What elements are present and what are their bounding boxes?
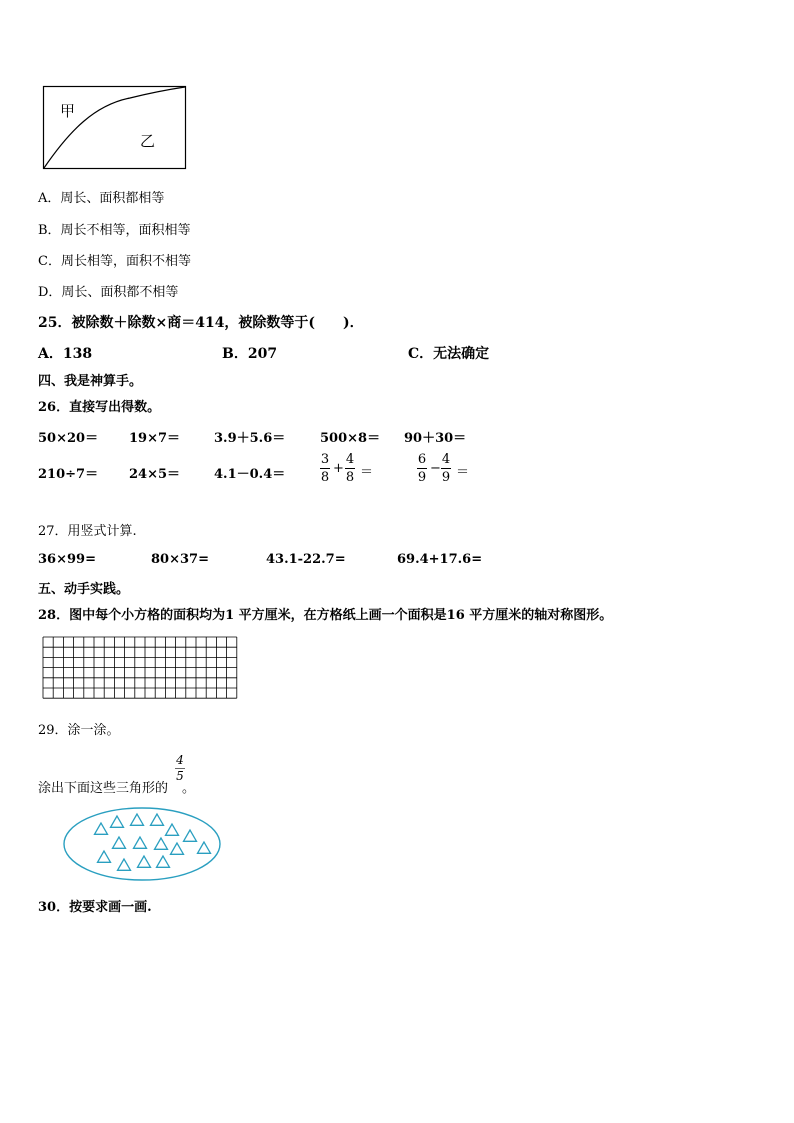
triangle[interactable] xyxy=(131,814,144,825)
triangle[interactable] xyxy=(155,838,168,849)
triangle[interactable] xyxy=(138,856,151,867)
section-4-heading: 四、我是神算手。 xyxy=(38,374,143,389)
question-29-title: 29．涂一涂。 xyxy=(38,723,120,738)
triangle[interactable] xyxy=(111,816,124,827)
calc-item: 50×20＝ xyxy=(38,431,99,446)
option-b: B．周长不相等，面积相等 xyxy=(38,223,191,238)
fraction: 4 8 xyxy=(345,452,355,485)
operator: − xyxy=(430,461,441,476)
equals-sign: ＝ xyxy=(456,465,470,480)
section-5-heading: 五、动手实践。 xyxy=(38,582,130,597)
vertical-calc-item: 43.1-22.7= xyxy=(266,552,346,567)
question-28-title: 28．图中每个小方格的面积均为1 平方厘米，在方格纸上画一个面积是16 平方厘米的轴对称图形。 xyxy=(38,608,613,623)
calc-item: 4.1－0.4＝ xyxy=(214,467,286,482)
question-26-title: 26．直接写出得数。 xyxy=(38,400,161,415)
q29-instruction xyxy=(38,777,195,796)
q29-text: 涂出下面这些三角形的 xyxy=(38,781,169,796)
triangle[interactable] xyxy=(118,859,131,870)
triangle[interactable] xyxy=(151,814,164,825)
calc-item: 90＋30＝ xyxy=(404,431,467,446)
q25-option-a: A．138 xyxy=(38,346,93,362)
operator: + xyxy=(333,461,344,476)
triangle[interactable] xyxy=(113,837,126,848)
calc-item: 210÷7＝ xyxy=(38,467,99,482)
triangle[interactable] xyxy=(95,823,108,834)
fraction-four-fifths: 4 5 xyxy=(176,753,184,783)
fraction: 3 8 xyxy=(320,452,330,485)
region-label-jia: 甲 xyxy=(60,102,76,120)
q29-period: 。 xyxy=(182,781,196,796)
vertical-calc-item: 80×37= xyxy=(151,552,209,567)
calc-item: 19×7＝ xyxy=(129,431,181,446)
option-a: A．周长、面积都相等 xyxy=(38,191,165,206)
ellipse-outline xyxy=(64,808,220,880)
triangle[interactable] xyxy=(134,837,147,848)
calc-item: 24×5＝ xyxy=(129,467,181,482)
triangle[interactable] xyxy=(157,856,170,867)
calc-item: 500×8＝ xyxy=(320,431,381,446)
q25-option-c: C．无法确定 xyxy=(408,346,490,362)
triangle[interactable] xyxy=(98,851,111,862)
option-c: C．周长相等，面积不相等 xyxy=(38,254,191,269)
question-27-title: 27．用竖式计算. xyxy=(38,524,137,539)
option-d: D．周长、面积都不相等 xyxy=(38,285,179,300)
triangle[interactable] xyxy=(184,830,197,841)
vertical-calc-item: 36×99= xyxy=(38,552,96,567)
triangle[interactable] xyxy=(166,824,179,835)
q25-option-b: B．207 xyxy=(222,346,278,362)
fraction: 6 9 xyxy=(417,452,427,485)
equals-sign: ＝ xyxy=(360,465,374,480)
square-grid-paper[interactable] xyxy=(40,634,240,704)
question-25-stem: 25．被除数＋除数×商＝414，被除数等于( )． xyxy=(38,315,364,331)
fraction: 4 9 xyxy=(441,452,451,485)
triangles-in-ellipse[interactable] xyxy=(62,806,232,886)
triangle[interactable] xyxy=(198,842,211,853)
calc-item: 3.9＋5.6＝ xyxy=(214,431,286,446)
vertical-calc-item: 69.4+17.6= xyxy=(397,552,483,567)
region-label-yi: 乙 xyxy=(140,132,156,150)
triangle[interactable] xyxy=(171,843,184,854)
question-30-title: 30．按要求画一画. xyxy=(38,900,152,915)
